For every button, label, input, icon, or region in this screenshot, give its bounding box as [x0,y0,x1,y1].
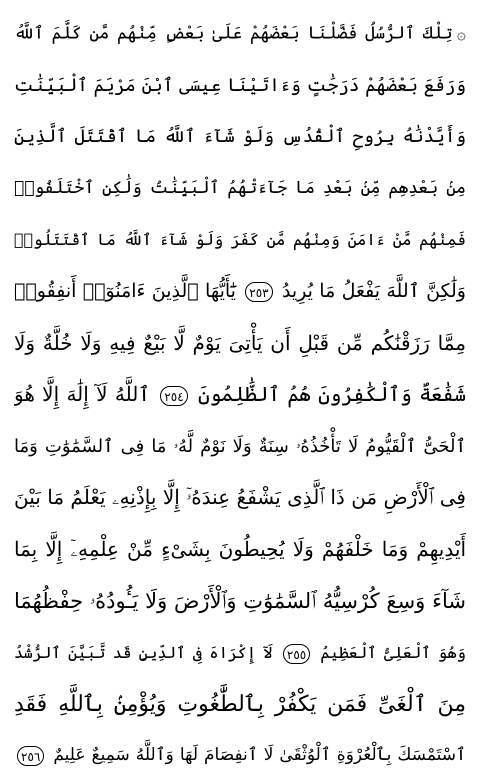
verse-line [14,524,466,576]
verse-text: تِلْكَ ٱلرُّسُلُ فَضَّلْنَا بَعْضَهُمْ عَلَىٰ بَعْضٍ مِّنْهُم مَّن كَلَّمَ ٱللَّهُ [14,23,453,44]
verse-line [14,576,466,628]
verse-line [14,730,466,782]
verse-line [14,679,466,731]
verse-line [14,163,466,215]
verse-line [14,318,466,370]
verse-text: وَرَفَعَ بَعْضَهُمْ دَرَجَٰتٍ وَءَاتَيْنَا عِيسَى ٱبْنَ مَرْيَمَ ٱلْبَيِّنَٰتِ [14,74,466,96]
verse-line [14,472,466,524]
verse-line [14,214,466,266]
verse-line [14,111,466,163]
verse-text: وَلَٰكِنَّ ٱللَّهَ يَفْعَلُ مَا يُرِيدُ [281,279,466,302]
verse-line [14,60,466,112]
verse-text: مِنۢ بَعْدِهِم مِّنۢ بَعْدِ مَا جَآءَتْهُمُ ٱلْبَيِّنَٰتُ وَلَٰكِنِ ٱخْتَلَفُوا۟ [14,177,466,198]
verse-text: لَآ إِكْرَاهَ فِى ٱلدِّينِ قَد تَّبَيَّنَ ٱلرُّشْدُ [14,643,273,663]
verse-text: وَهُوَ ٱلْعَلِىُّ ٱلْعَظِيمُ [320,643,466,663]
verse-text: يَٰٓأَيُّهَا ٱلَّذِينَ ءَامَنُوٓا۟ أَنفِقُوا۟ [14,279,236,302]
verse-line [14,266,466,318]
ayah-number-marker: ٢٥٦ [17,746,44,766]
verse-text: أَيْدِيهِمْ وَمَا خَلْفَهُمْ وَلَا يُحِيطُونَ بِشَىْءٍ مِّنْ عِلْمِهِۦٓ إِلَّا بِمَا [14,536,466,561]
verse-text: مِنَ ٱلْغَىِّ فَمَن يَكْفُرْ بِٱلطَّٰغُوتِ وَيُؤْمِنۢ بِٱللَّهِ فَقَدِ [14,691,466,717]
verse-text: ٱسْتَمْسَكَ بِٱلْعُرْوَةِ ٱلْوُثْقَىٰ لَا ٱنفِصَامَ لَهَا وَٱللَّهُ سَمِيعٌ عَلِيمٌ [53,745,466,766]
hizb-marker-icon: ۞ [456,24,466,43]
verse-text: شَفَٰعَةٌ وَٱلْكَٰفِرُونَ هُمُ ٱلظَّٰلِمُونَ [197,382,466,407]
verse-line [14,421,466,473]
ayah-number-marker: ٢٥٥ [283,644,310,664]
verse-text: فَمِنْهُم مَّنْ ءَامَنَ وَمِنْهُم مَّن كَفَرَ وَلَوْ شَآءَ ٱللَّهُ مَا ٱقْتَتَلُوا۟ [14,230,466,250]
verse-line [14,369,466,421]
ayah-number-marker: ٢٥٣ [245,282,272,302]
verse-text: ٱلْحَىُّ ٱلْقَيُّومُ لَا تَأْخُذُهُۥ سِنَةٌ وَلَا نَوْمٌ لَّهُۥ مَا فِى ٱلسَّمَٰوَٰتِ وَمَا [14,435,466,457]
verse-text: ٱللَّهُ لَآ إِلَٰهَ إِلَّا هُوَ [14,382,151,407]
verse-text: مِمَّا رَزَقْنَٰكُم مِّن قَبْلِ أَن يَأْتِىَ يَوْمٌ لَّا بَيْعٌ فِيهِ وَلَا خُلَّةٌ وَلَا [14,330,466,355]
verse-text: شَآءَ وَسِعَ كُرْسِيُّهُ ٱلسَّمَٰوَٰتِ وَٱلْأَرْضَ وَلَا يَـُٔودُهُۥ حِفْظُهُمَا [14,588,466,613]
verse-text: وَأَيَّدْنَٰهُ بِرُوحِ ٱلْقُدُسِ وَلَوْ شَآءَ ٱللَّهُ مَا ٱقْتَتَلَ ٱلَّذِينَ [14,126,466,148]
ayah-number-marker: ٢٥٤ [160,386,187,406]
verse-line [14,8,466,60]
verse-text: فِى ٱلْأَرْضِ مَن ذَا ٱلَّذِى يَشْفَعُ عِندَهُۥٓ إِلَّا بِإِذْنِهِۦ يَعْلَمُ مَا بَيْنَ [14,485,466,510]
verse-line [14,627,466,679]
